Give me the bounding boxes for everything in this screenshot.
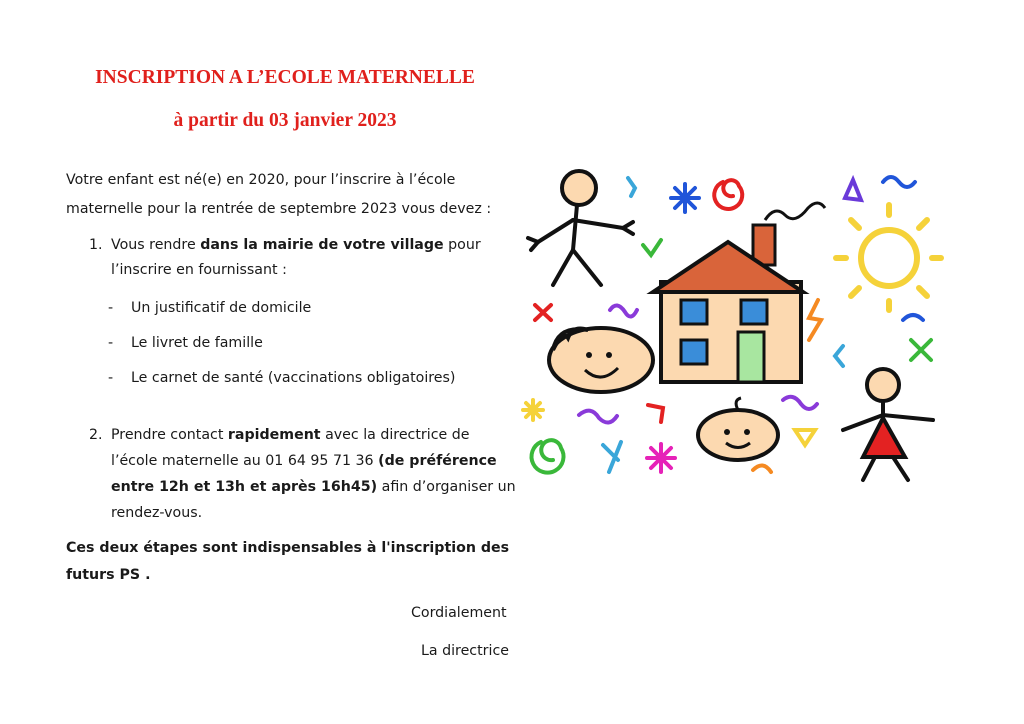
step-2-post: avec la directrice de xyxy=(320,427,470,443)
step-1-post: pour xyxy=(443,237,481,253)
list-dash: - xyxy=(108,300,114,316)
step-2-number: 2. xyxy=(89,427,103,443)
step-1-line-1 xyxy=(111,237,481,253)
step-1-bold: dans la mairie de votre village xyxy=(200,237,444,253)
sun-icon xyxy=(836,205,941,310)
step-2-bold: rapidement xyxy=(227,427,321,443)
children-drawing-illustration xyxy=(513,160,945,490)
stick-figure-icon xyxy=(528,171,633,285)
house-icon xyxy=(653,203,825,382)
signature: La directrice xyxy=(421,643,509,659)
step-2-line-4: rendez-vous. xyxy=(111,505,203,521)
step-2-line-3 xyxy=(111,479,516,495)
step-1-pre: Vous rendre xyxy=(111,237,201,253)
boy-face-icon xyxy=(549,328,653,392)
closing-line-2: futurs PS . xyxy=(66,567,151,583)
girl-figure-icon xyxy=(843,369,933,480)
page-title: INSCRIPTION A L’ECOLE MATERNELLE xyxy=(95,67,475,88)
step-2-line-2-bold: (de préférence xyxy=(378,453,497,469)
step-2-pre: Prendre contact xyxy=(111,427,228,443)
step-2-line-3-text: afin d’organiser un xyxy=(377,479,516,495)
step-2-line-2-text: l’école maternelle au 01 64 95 71 36 xyxy=(111,453,379,469)
step-1-number: 1. xyxy=(89,237,103,253)
step-2-line-3-bold: entre 12h et 13h et après 16h45) xyxy=(111,479,378,495)
step-1-line-2: l’inscrire en fournissant : xyxy=(111,262,287,278)
intro-line-1: Votre enfant est né(e) en 2020, pour l’inscrire à l’école xyxy=(66,172,456,188)
closing-line-1: Ces deux étapes sont indispensables à l'inscription des xyxy=(66,540,510,556)
greeting: Cordialement xyxy=(411,605,507,621)
step-2-line-2 xyxy=(111,453,497,469)
intro-line-2: maternelle pour la rentrée de septembre 2023 vous devez : xyxy=(66,201,492,217)
list-item-carnet: Le carnet de santé (vaccinations obligatoires) xyxy=(131,370,456,386)
step-2-line-1 xyxy=(111,427,469,443)
list-item-domicile: Un justificatif de domicile xyxy=(131,300,312,316)
list-item-livret: Le livret de famille xyxy=(131,335,263,351)
baby-face-icon xyxy=(698,398,778,460)
page-subtitle: à partir du 03 janvier 2023 xyxy=(173,110,397,131)
list-dash: - xyxy=(108,370,114,386)
list-dash: - xyxy=(108,335,114,351)
